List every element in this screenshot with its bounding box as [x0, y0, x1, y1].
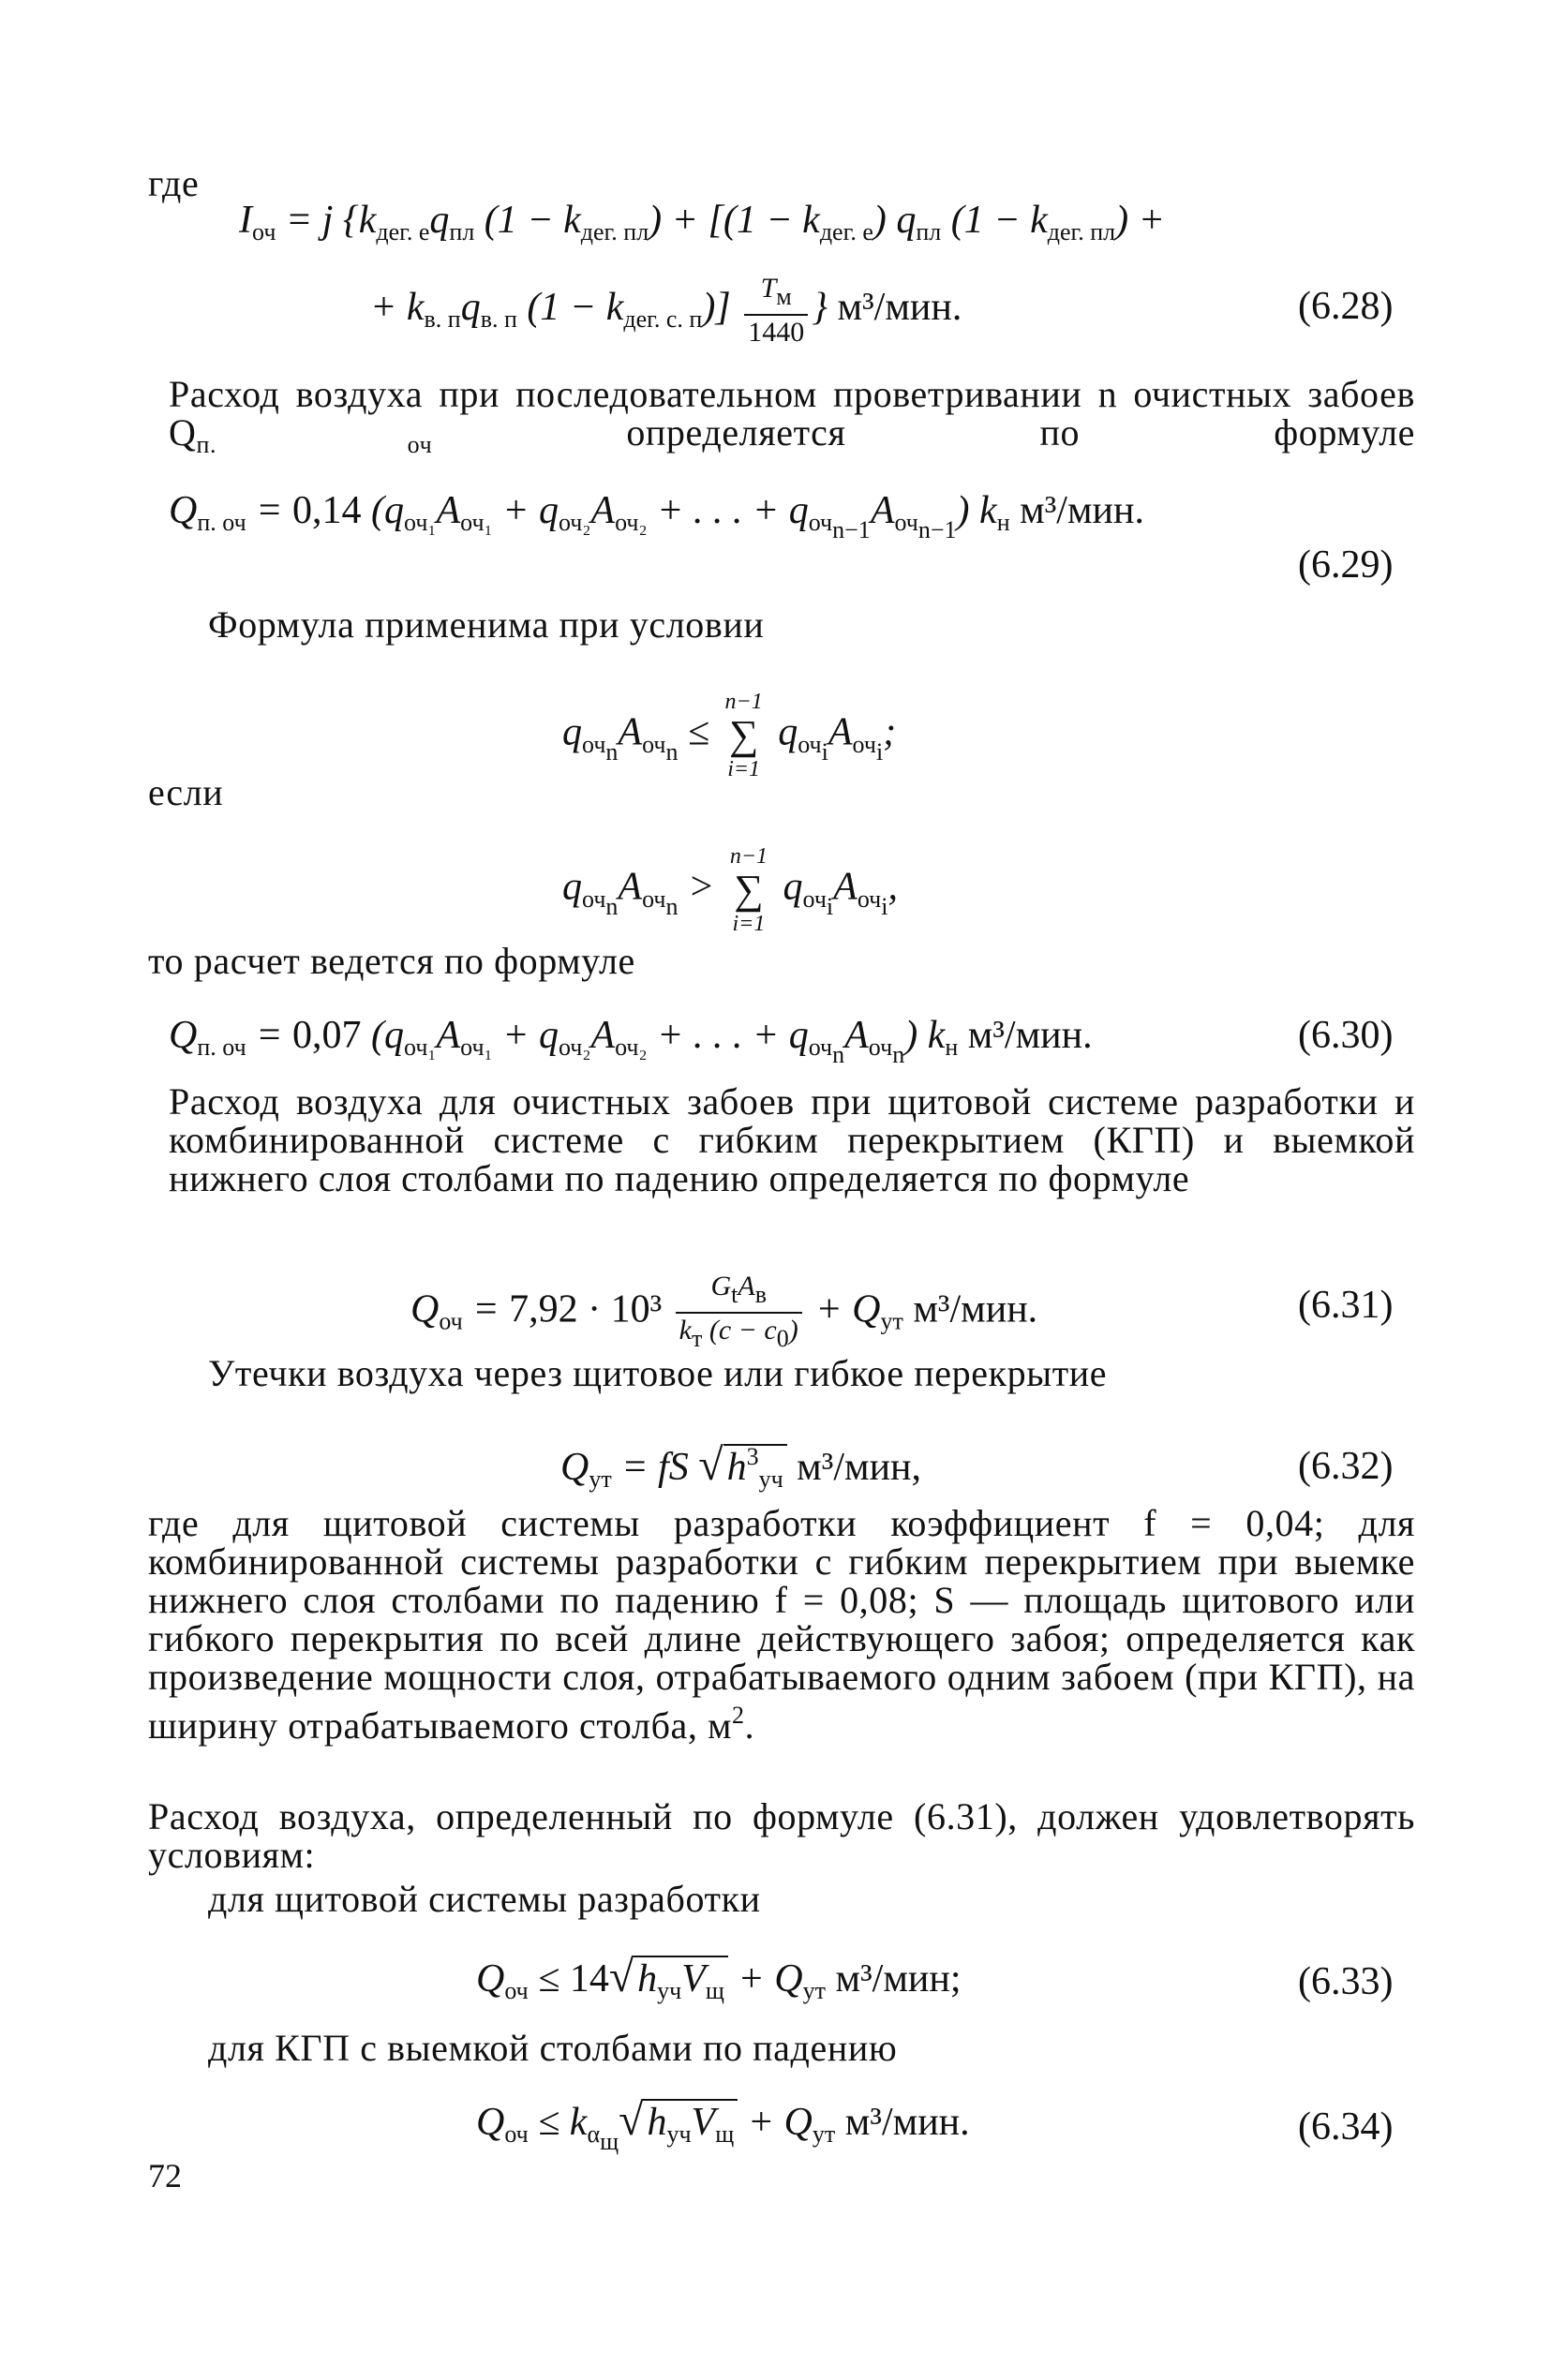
p6-sup: 2 — [732, 1702, 745, 1729]
equation-number-6-29: (6.29) — [1298, 543, 1394, 587]
page-number: 72 — [148, 2157, 182, 2194]
paragraph-coefficient-definition — [148, 1504, 1415, 1745]
inequality-condition-2: $q_{оч_n}A_{оч_n}$ > n−1 ∑ i=1 $q_{оч_i}A_{оч_i}$, — [562, 844, 898, 936]
p6-text: где для щитовой системы разработки коэффициент f = 0,04; для комбинированной системы разработки с гибким перекрытием при выемке нижнего слоя столбами по падению f = 0,08; S — площадь щитового или гибкого перекрытия по всей длине действующего забоя; определяется как произведение мощности слоя, отрабатываемого одним забоем (при КГП), на ширину отрабатываемого столба, м — [148, 1502, 1415, 1747]
equation-number-6-34: (6.34) — [1298, 2105, 1394, 2149]
inequality-condition-1: $q_{оч_n}A_{оч_n}$ ≤ n−1 ∑ i=1 $q_{оч_i}A_{оч_i}$; — [562, 690, 897, 781]
formula-6-31: $Q_{оч} = 7,92 \cdot 10^3$ $\frac{G_tA_в}{k_т (c - c_0)}$ + $Q_{ут}$ м³/мин. — [410, 1271, 1038, 1352]
paragraph-shield-condition: для щитовой системы разработки — [208, 1878, 761, 1920]
formula-6-32: $Q_{ут}$ = fS $√h^3_{уч}$ м³/мин, — [560, 1440, 922, 1493]
p1-text: Расход воздуха при последовательном проветривании n очистных забоев Q — [169, 373, 1415, 454]
formula-6-28-line-2: + $k_{в. п}q_{в. п}$ $(1 - k_{дег. с. п})$] $\frac{T_м}{1440}$ } м³/мин. — [370, 273, 962, 348]
equation-number-6-28: (6.28) — [1298, 285, 1394, 328]
paragraph-conditions: Расход воздуха, определенный по формуле (6.31), должен удовлетворять условиям: — [148, 1795, 1415, 1876]
paragraph-then-formula: то расчет ведется по формуле — [148, 940, 635, 982]
p1-tail: определяется по формуле — [432, 411, 1415, 454]
formula-6-28-line-1: $I_{оч} = j$ {$k_{дег. е}q_{пл}$ $(1 - k_{дег. пл}) + [(1 - k_{дег. е})$ $q_{пл}$ $(1 - k_{дег. пл})$ + — [239, 199, 1165, 245]
formula-6-34: $Q_{оч} \le k_{\alpha_щ}√h_{уч}V_щ + Q_{ут}$ м³/мин. — [476, 2095, 970, 2155]
equation-number-6-30: (6.30) — [1298, 1014, 1394, 1057]
paragraph-condition: Формула применима при условии — [208, 603, 765, 646]
paragraph-kgp-condition: для КГП с выемкой столбами по падению — [208, 2027, 898, 2069]
p6-tail: . — [744, 1704, 755, 1747]
formula-6-30: $Q_{п. оч} = 0,07$ ($q_{оч_1}A_{оч_1} + q_{оч_2}A_{оч_2}$ + . . . + $q_{оч_n}A_{оч_n}$) $k_н$ м³/мин. — [169, 1014, 1093, 1068]
p1-sub: п. оч — [196, 431, 433, 458]
word-esli: если — [148, 771, 224, 813]
paragraph-leakage: Утечки воздуха через щитовое или гибкое перекрытие — [208, 1352, 1108, 1394]
equation-number-6-33: (6.33) — [1298, 1960, 1394, 2003]
equation-number-6-31: (6.31) — [1298, 1284, 1394, 1327]
equation-number-6-32: (6.32) — [1298, 1445, 1394, 1488]
paragraph-air-flow-sequential — [169, 375, 1415, 464]
formula-6-33: $Q_{оч} \le 14√h_{уч}V_щ + Q_{ут}$ м³/мин; — [476, 1952, 962, 2004]
formula-6-29: $Q_{п. оч} = 0,14$ ($q_{оч_1}A_{оч_1} + q_{оч_2}A_{оч_2}$ + . . . + $q_{оч_{n-1}}A_{оч_{n-1}}$) $k_н$ м³/мин. — [169, 489, 1144, 543]
paragraph-shield-system: Расход воздуха для очистных забоев при щитовой системе разработки и комбинированной системе с гибким перекрытием (КГП) и выемкой нижнего слоя столбами по падению определяется по формуле — [169, 1080, 1415, 1199]
word-gde: где — [148, 162, 200, 204]
